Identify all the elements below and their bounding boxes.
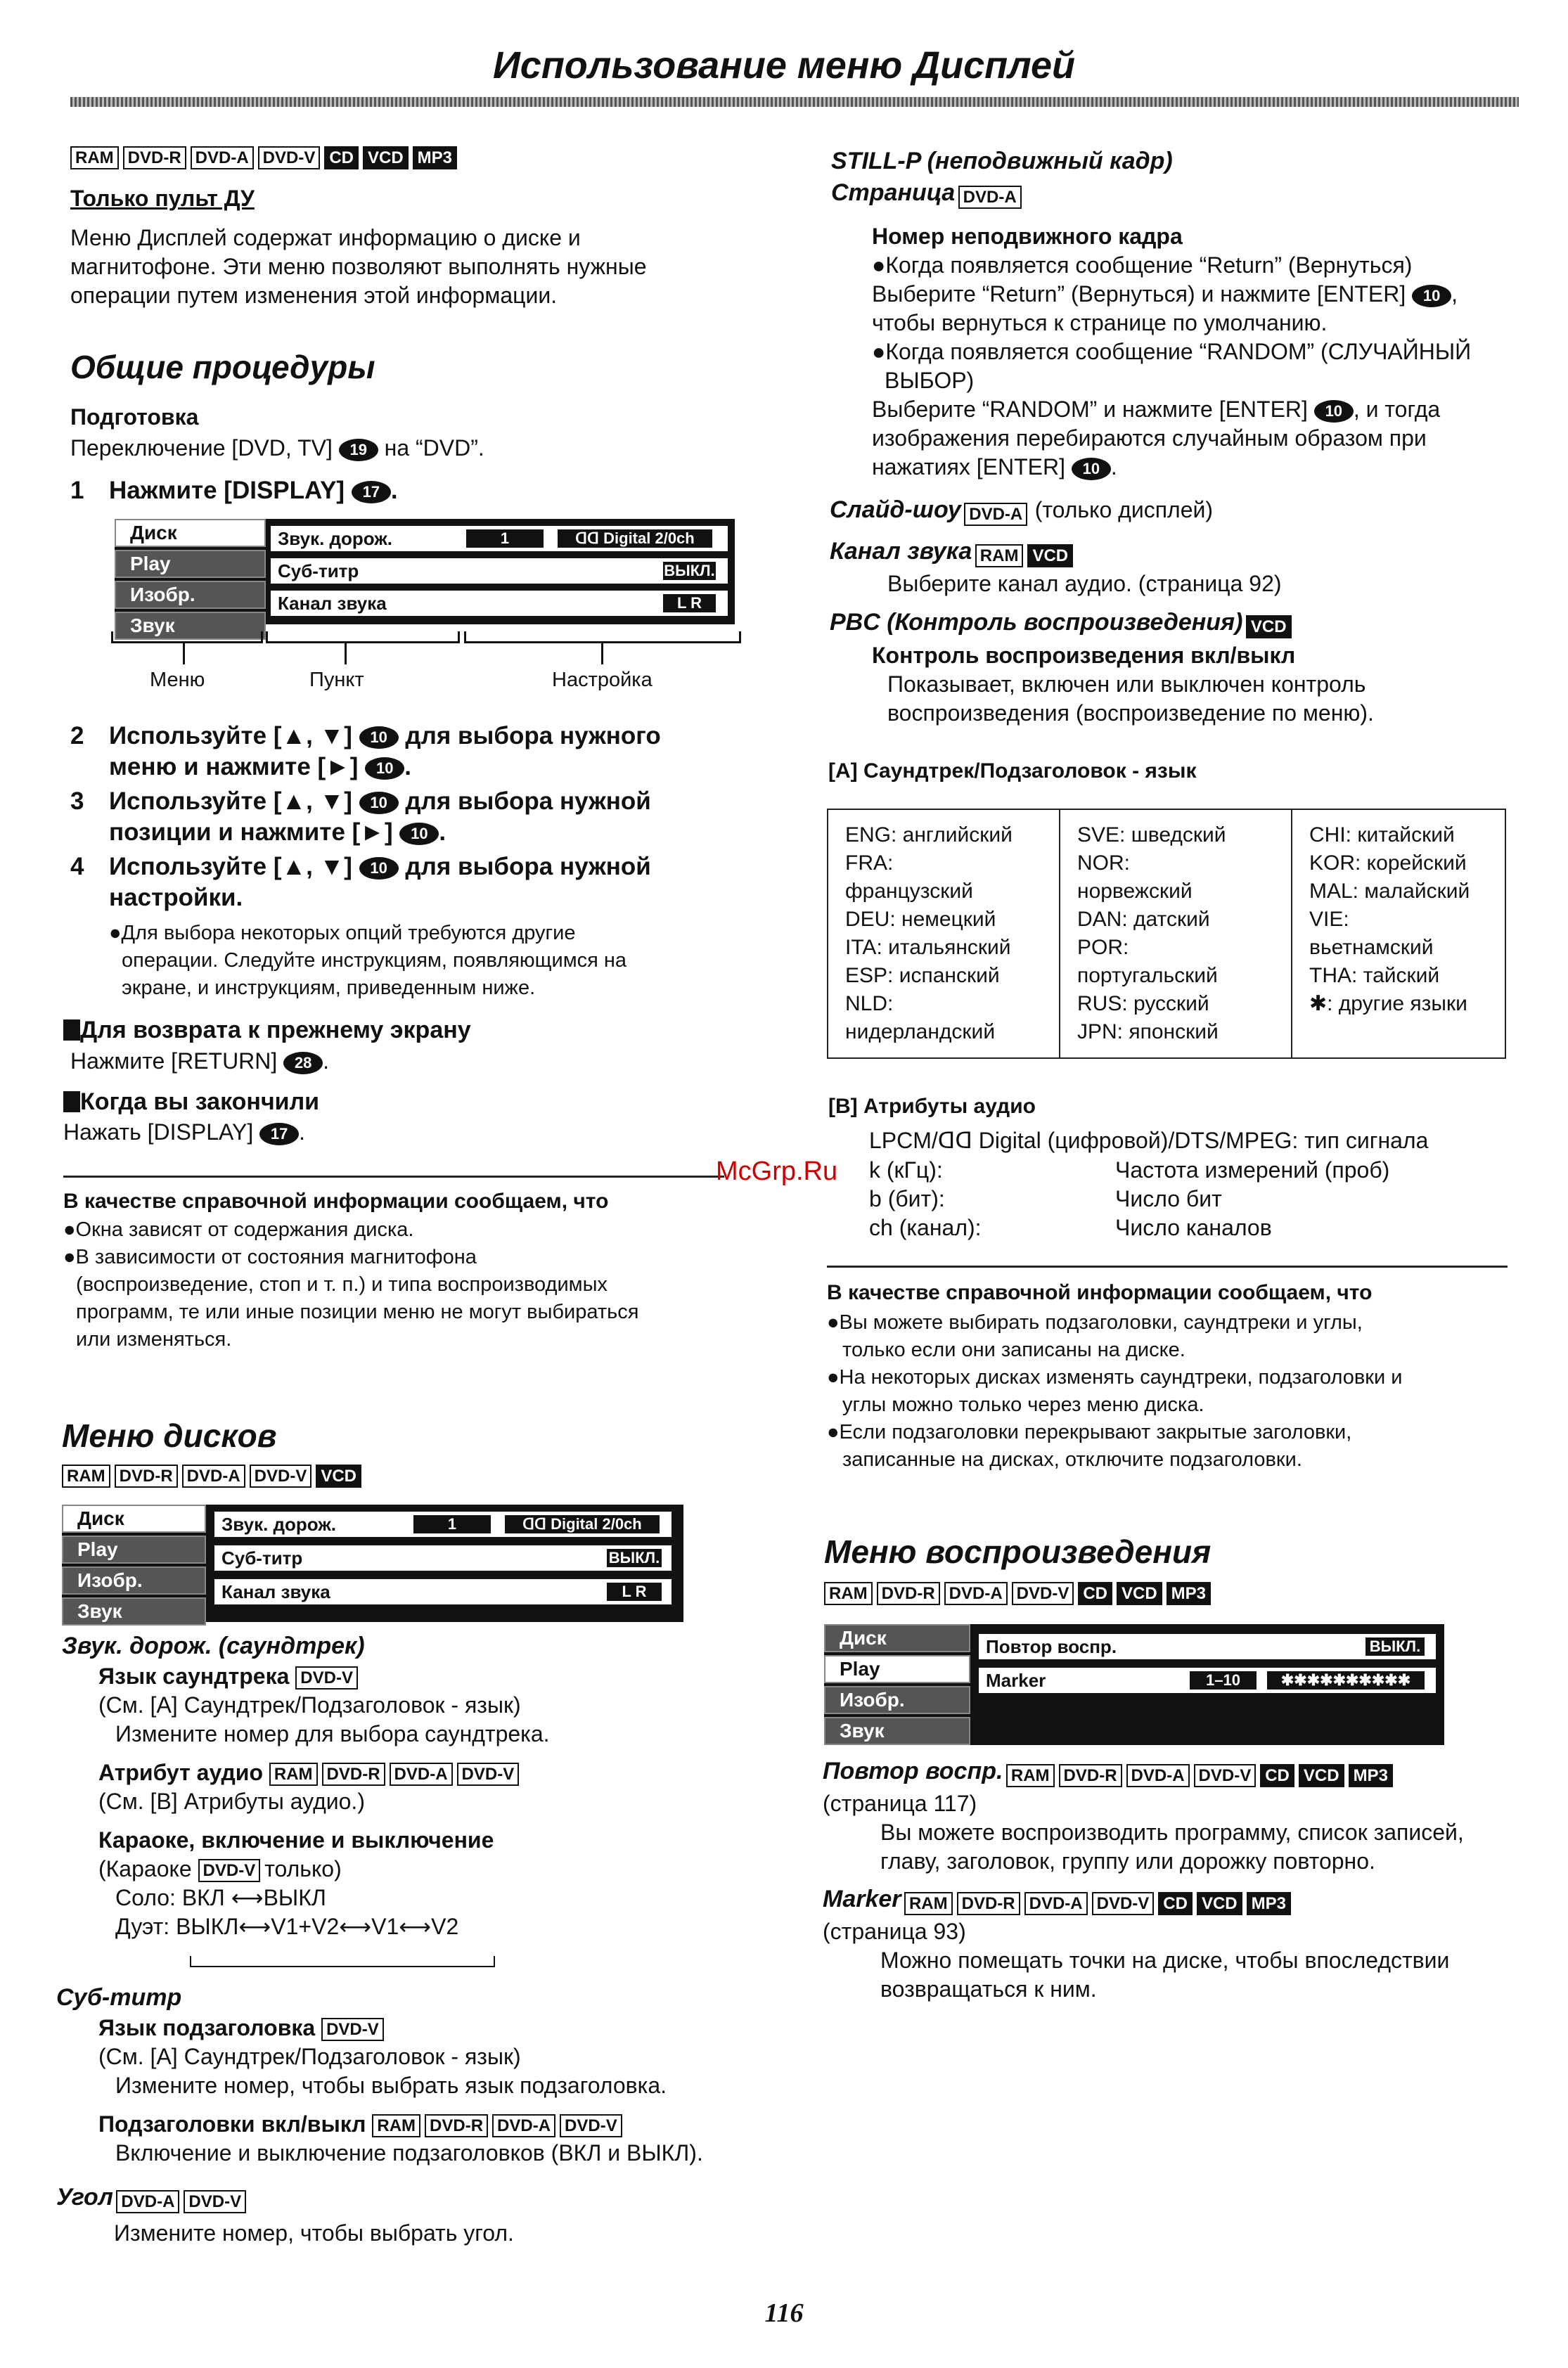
back-heading: Для возврата к прежнему экрану — [63, 1017, 471, 1044]
menu-tab-play: Play — [62, 1536, 206, 1564]
disc-menu-heading: Меню дисков — [62, 1417, 277, 1454]
ref-left-list: ●Окна зависят от содержания диска. ●В зависимости от состояния магнитофона (воспроизведение, стоп и т. п.) и типа воспроизводимых программ, те или иные позиции меню не могут выбираться или изменяться. — [63, 1218, 639, 1351]
attr-heading: [B] Атрибуты аудио — [828, 1095, 1036, 1118]
menu-value-range: 1–10 — [1190, 1671, 1257, 1690]
menu-value-track: 1 — [413, 1515, 491, 1533]
ref-left-heading: В качестве справочной информации сообщаем, что — [63, 1190, 609, 1213]
menu-row-repeat: Повтор воспр. — [977, 1633, 1437, 1661]
menu-tab-disc: Диск — [115, 519, 266, 547]
label-item: Пункт — [309, 669, 364, 691]
menu-value-lr: L R — [607, 1583, 662, 1601]
repeat-block: (страница 117) Вы можете воспроизводить программу, список записей, главу, заголовок, группу или дорожку повторно. — [823, 1791, 1464, 1874]
menu-tab-picture: Изобр. — [115, 581, 266, 609]
bracket-menu — [111, 631, 263, 643]
tag-mp3: MP3 — [413, 146, 457, 169]
intro-text: Меню Дисплей содержат информацию о диске и магнитофоне. Эти меню позволяют выполнять нужные операции путем изменения этой информации. — [70, 225, 647, 308]
marker-row: Marker RAM DVD-R DVD-A DVD-V CD VCD MP3 — [823, 1886, 1295, 1915]
menu-tab-sound: Звук — [115, 612, 266, 640]
play-menu-screen — [824, 1624, 1444, 1745]
duet-loop-arrow — [190, 1956, 495, 1967]
menu-row-channel: Канал звука — [213, 1578, 673, 1606]
step-1: 1 Нажмите [DISPLAY] 17 . — [70, 477, 398, 504]
menu-value-digital: ᗡᗡ Digital 2/0ch — [505, 1515, 660, 1533]
menu-tab-picture: Изобр. — [824, 1686, 970, 1714]
menu-row-marker: Marker — [977, 1666, 1437, 1694]
tag-dvd-a: DVD-A — [191, 146, 254, 169]
soundtrack-block: Язык саундтрека DVD-V (См. [A] Саундтрек/Подзаголовок - язык) Измените номер для выбора саундтрека. Атрибут аудио RAM DVD-R DVD-A DVD-V (См. [B] Атрибуты аудио.) Караоке, включение и выключение (Караоке DVD-V только) Соло: ВКЛ ⟷ВЫКЛ Дуэт: ВЫКЛ⟷V1+V2⟷V1⟷V2 — [98, 1664, 550, 1939]
menu-tab-picture: Изобр. — [62, 1566, 206, 1595]
menu-tab-disc: Диск — [62, 1505, 206, 1533]
menu-value-track: 1 — [466, 529, 544, 548]
step-4-note: ●Для выбора некоторых опций требуются другие операции. Следуйте инструкциям, появляющимся на экране, и инструкциям, приведенным ниже. — [109, 922, 627, 999]
menu-value-off: ВЫКЛ. — [664, 562, 715, 579]
tag-ram: RAM — [70, 146, 119, 169]
page-heading: Страница DVD-A — [831, 179, 1026, 209]
angle-heading: Угол DVD-A DVD-V — [56, 2184, 250, 2213]
pbc-block: Контроль воспроизведения вкл/выкл Показывает, включен или выключен контроль воспроизведения (воспроизведение по меню). — [872, 643, 1374, 726]
ref-right-heading: В качестве справочной информации сообщаем, что — [827, 1281, 1373, 1304]
step-4: 4 Используйте [▲, ▼] 10 для выбора нужной настройки. — [70, 853, 651, 911]
remote-only: Только пульт ДУ — [70, 186, 255, 211]
play-menu-heading: Меню воспроизведения — [824, 1533, 1212, 1570]
langs-heading: [A] Саундтрек/Подзаголовок - язык — [828, 759, 1197, 783]
label-menu: Меню — [150, 669, 205, 691]
channel-row: Канал звука RAM VCD — [830, 538, 1077, 567]
menu-value-off: ВЫКЛ. — [1365, 1637, 1425, 1656]
marker-block: (страница 93) Можно помещать точки на диске, чтобы впоследствии возвращаться к ним. — [823, 1919, 1450, 2002]
tag-dvd-r: DVD-R — [123, 146, 186, 169]
page-title: Использование меню Дисплей — [492, 44, 1076, 86]
title-rule — [70, 97, 1519, 107]
menu-row-subtitle: Суб-титр — [269, 557, 729, 585]
back-text: Нажмите [RETURN] 28 . — [70, 1048, 330, 1074]
menu-tab-disc: Диск — [824, 1624, 970, 1652]
step-2: 2 Используйте [▲, ▼] 10 для выбора нужного меню и нажмите [►] 10 . — [70, 722, 661, 780]
display-menu-example — [115, 519, 735, 636]
menu-tab-sound: Звук — [62, 1597, 206, 1626]
menu-row-subtitle: Суб-титр — [213, 1544, 673, 1572]
slideshow-row: Слайд-шоу DVD-A (только дисплей) — [830, 496, 1213, 526]
leader-line — [601, 643, 603, 664]
subtitle-heading: Суб-титр — [56, 1984, 182, 2011]
tag-cd: CD — [324, 146, 359, 169]
step-3: 3 Используйте [▲, ▼] 10 для выбора нужной позиции и нажмите [►] 10 . — [70, 787, 651, 846]
disc-menu-screen — [62, 1505, 683, 1622]
subtitle-block: Язык подзаголовка DVD-V (См. [A] Саундтрек/Подзаголовок - язык) Измените номер, чтобы выбрать язык подзаголовка. Подзаголовки вкл/выкл RAM DVD-R DVD-A DVD-V Включение и выключение подзаголовков (ВКЛ и ВЫКЛ). — [98, 2015, 703, 2166]
format-tags — [70, 146, 461, 169]
channel-text: Выберите канал аудио. (страница 92) — [887, 571, 1282, 596]
page-number: 116 — [764, 2298, 804, 2328]
menu-value-markers: ✱✱✱✱✱✱✱✱✱✱ — [1267, 1671, 1425, 1690]
general-heading: Общие процедуры — [70, 349, 375, 385]
attr-line: LPCM/ᗡᗡ Digital (цифровой)/DTS/MPEG: тип сигнала — [869, 1128, 1429, 1153]
watermark: McGrp.Ru — [716, 1157, 838, 1186]
divider — [63, 1176, 724, 1178]
tag-dvd-v: DVD-V — [258, 146, 321, 169]
done-text: Нажать [DISPLAY] 17 . — [63, 1119, 305, 1145]
ref-right-list: ●Вы можете выбирать подзаголовки, саундтреки и углы, только если они записаны на диске. ●На некоторых дисках изменять саундтреки, подзаголовки и углы можно только через меню диска. ●Если подзаголовки перекрывают закрытые заголовки, записанные на дисках, отключите подзаголовки. — [827, 1311, 1403, 1471]
leader-line — [345, 643, 347, 664]
menu-row-soundtrack: Звук. дорож. — [269, 525, 729, 553]
label-setting: Настройка — [552, 669, 653, 691]
stillp-heading: STILL-P (неподвижный кадр) — [831, 148, 1173, 174]
attr-rows: k (кГц): Частота измерений (проб) b (бит): Число бит ch (канал): Число каналов — [869, 1157, 1390, 1240]
menu-value-lr: L R — [663, 594, 716, 612]
play-menu-tags: RAM DVD-R DVD-A DVD-V CD VCD MP3 — [824, 1582, 1215, 1605]
menu-tab-play: Play — [824, 1655, 970, 1683]
angle-text: Измените номер, чтобы выбрать угол. — [114, 2220, 514, 2246]
soundtrack-heading: Звук. дорож. (саундтрек) — [62, 1633, 365, 1659]
done-heading: Когда вы закончили — [63, 1088, 319, 1116]
menu-row-soundtrack: Звук. дорож. — [213, 1510, 673, 1538]
still-block: Номер неподвижного кадра ●Когда появляется сообщение “Return” (Вернуться) Выберите “Return” (Вернуться) и нажмите [ENTER] 10 , чтобы вернуться к странице по умолчанию. ●Когда появляется сообщение “RANDOM” (СЛУЧАЙНЫЙ ВЫБОР) Выберите “RANDOM” и нажмите [ENTER] 10 , и тогда изображения перебираются случайным образом при нажатиях [ENTER] 10 . — [872, 224, 1472, 480]
bracket-item — [266, 631, 460, 643]
menu-tab-play: Play — [115, 550, 266, 578]
prep-label: Подготовка — [70, 404, 199, 430]
leader-line — [183, 643, 185, 664]
bracket-setting — [464, 631, 741, 643]
tag-vcd: VCD — [363, 146, 409, 169]
disc-menu-tags: RAM DVD-R DVD-A DVD-V VCD — [62, 1465, 366, 1488]
pbc-row: PBC (Контроль воспроизведения) VCD — [830, 609, 1296, 638]
menu-row-channel: Канал звука — [269, 589, 729, 617]
menu-tab-sound: Звук — [824, 1717, 970, 1745]
divider — [827, 1266, 1508, 1268]
prep-text: Переключение [DVD, TV] 19 на “DVD”. — [70, 435, 484, 461]
menu-value-digital: ᗡᗡ Digital 2/0ch — [558, 529, 712, 548]
language-table: ENG: английский FRA: французский DEU: немецкий ITA: итальянский ESP: испанский NLD: нидерландский SVE: шведский NOR: норвежский DAN: датский POR: португальский RUS: русский JPN: японский CHI: китайский KOR: корейский MAL: малайский VIE: вьетнамский THA: тайский ✱: другие языки — [827, 809, 1506, 1059]
menu-value-off: ВЫКЛ. — [607, 1549, 662, 1567]
repeat-row: Повтор воспр. RAM DVD-R DVD-A DVD-V CD VCD MP3 — [823, 1758, 1397, 1787]
